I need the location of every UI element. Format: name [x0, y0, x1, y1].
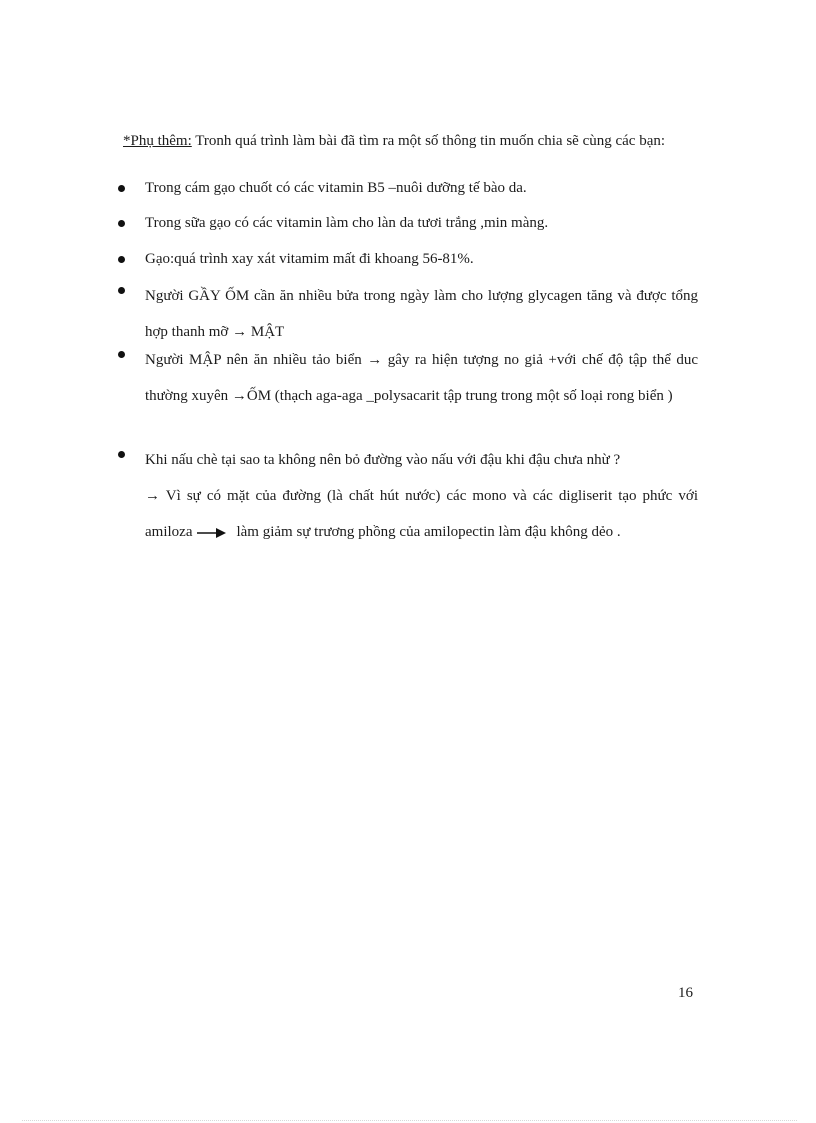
list-item [115, 342, 698, 448]
list-item-text: Trong sữa gạo có các vitamin làm cho làn da tươi trắng ,min màng. [145, 215, 549, 231]
answer-part-1: → Vì sự có mặt của đường (là chất hút nước) các mono và các digliserit tạo phức với amiloza [145, 488, 698, 540]
answer-paragraph [145, 478, 698, 550]
bullet-icon [118, 220, 125, 227]
bullet-icon [118, 256, 125, 263]
answer-part-2: làm giảm sự trương phồng của amilopectin làm đậu không dẻo . [236, 524, 621, 540]
right-arrow-icon [196, 528, 226, 538]
list-item-text: Trong cám gạo chuốt có các vitamin B5 –nuôi dưỡng tế bào da. [145, 180, 527, 196]
page-divider [22, 1120, 797, 1121]
bullet-icon [118, 287, 125, 294]
list-item-text: Gạo:quá trình xay xát vitamim mất đi khoang 56-81%. [145, 251, 474, 267]
list-item [115, 176, 698, 211]
list-item [115, 278, 698, 348]
intro-paragraph [123, 130, 698, 153]
list-item-text: Khi nấu chè tại sao ta không nên bỏ đường vào nấu với đậu khi đậu chưa nhừ ? [145, 452, 621, 468]
intro-lead: *Phụ thêm: [123, 133, 192, 149]
list-item [115, 442, 698, 550]
list-item [115, 211, 698, 247]
intro-text: Tronh quá trình làm bài đã tìm ra một số thông tin muốn chia sẽ cùng các bạn: [191, 133, 666, 149]
list-item-text: Người MẬP nên ăn nhiều tảo biển → gây ra hiện tượng no giả +với chế độ tập thể duc thường xuyên →ỐM (thạch aga-aga _polysacarit tập trung trong một số loại rong biển ) [145, 352, 698, 404]
bullet-list [115, 176, 698, 550]
bullet-icon [118, 451, 125, 458]
bullet-icon [118, 185, 125, 192]
bullet-icon [118, 351, 125, 358]
list-item-text: Người GẦY ỐM cần ăn nhiều bửa trong ngày làm cho lượng glycagen tăng và được tổng hợp thanh mỡ → MẬT [145, 288, 698, 340]
page-number: 16 [678, 985, 693, 1001]
